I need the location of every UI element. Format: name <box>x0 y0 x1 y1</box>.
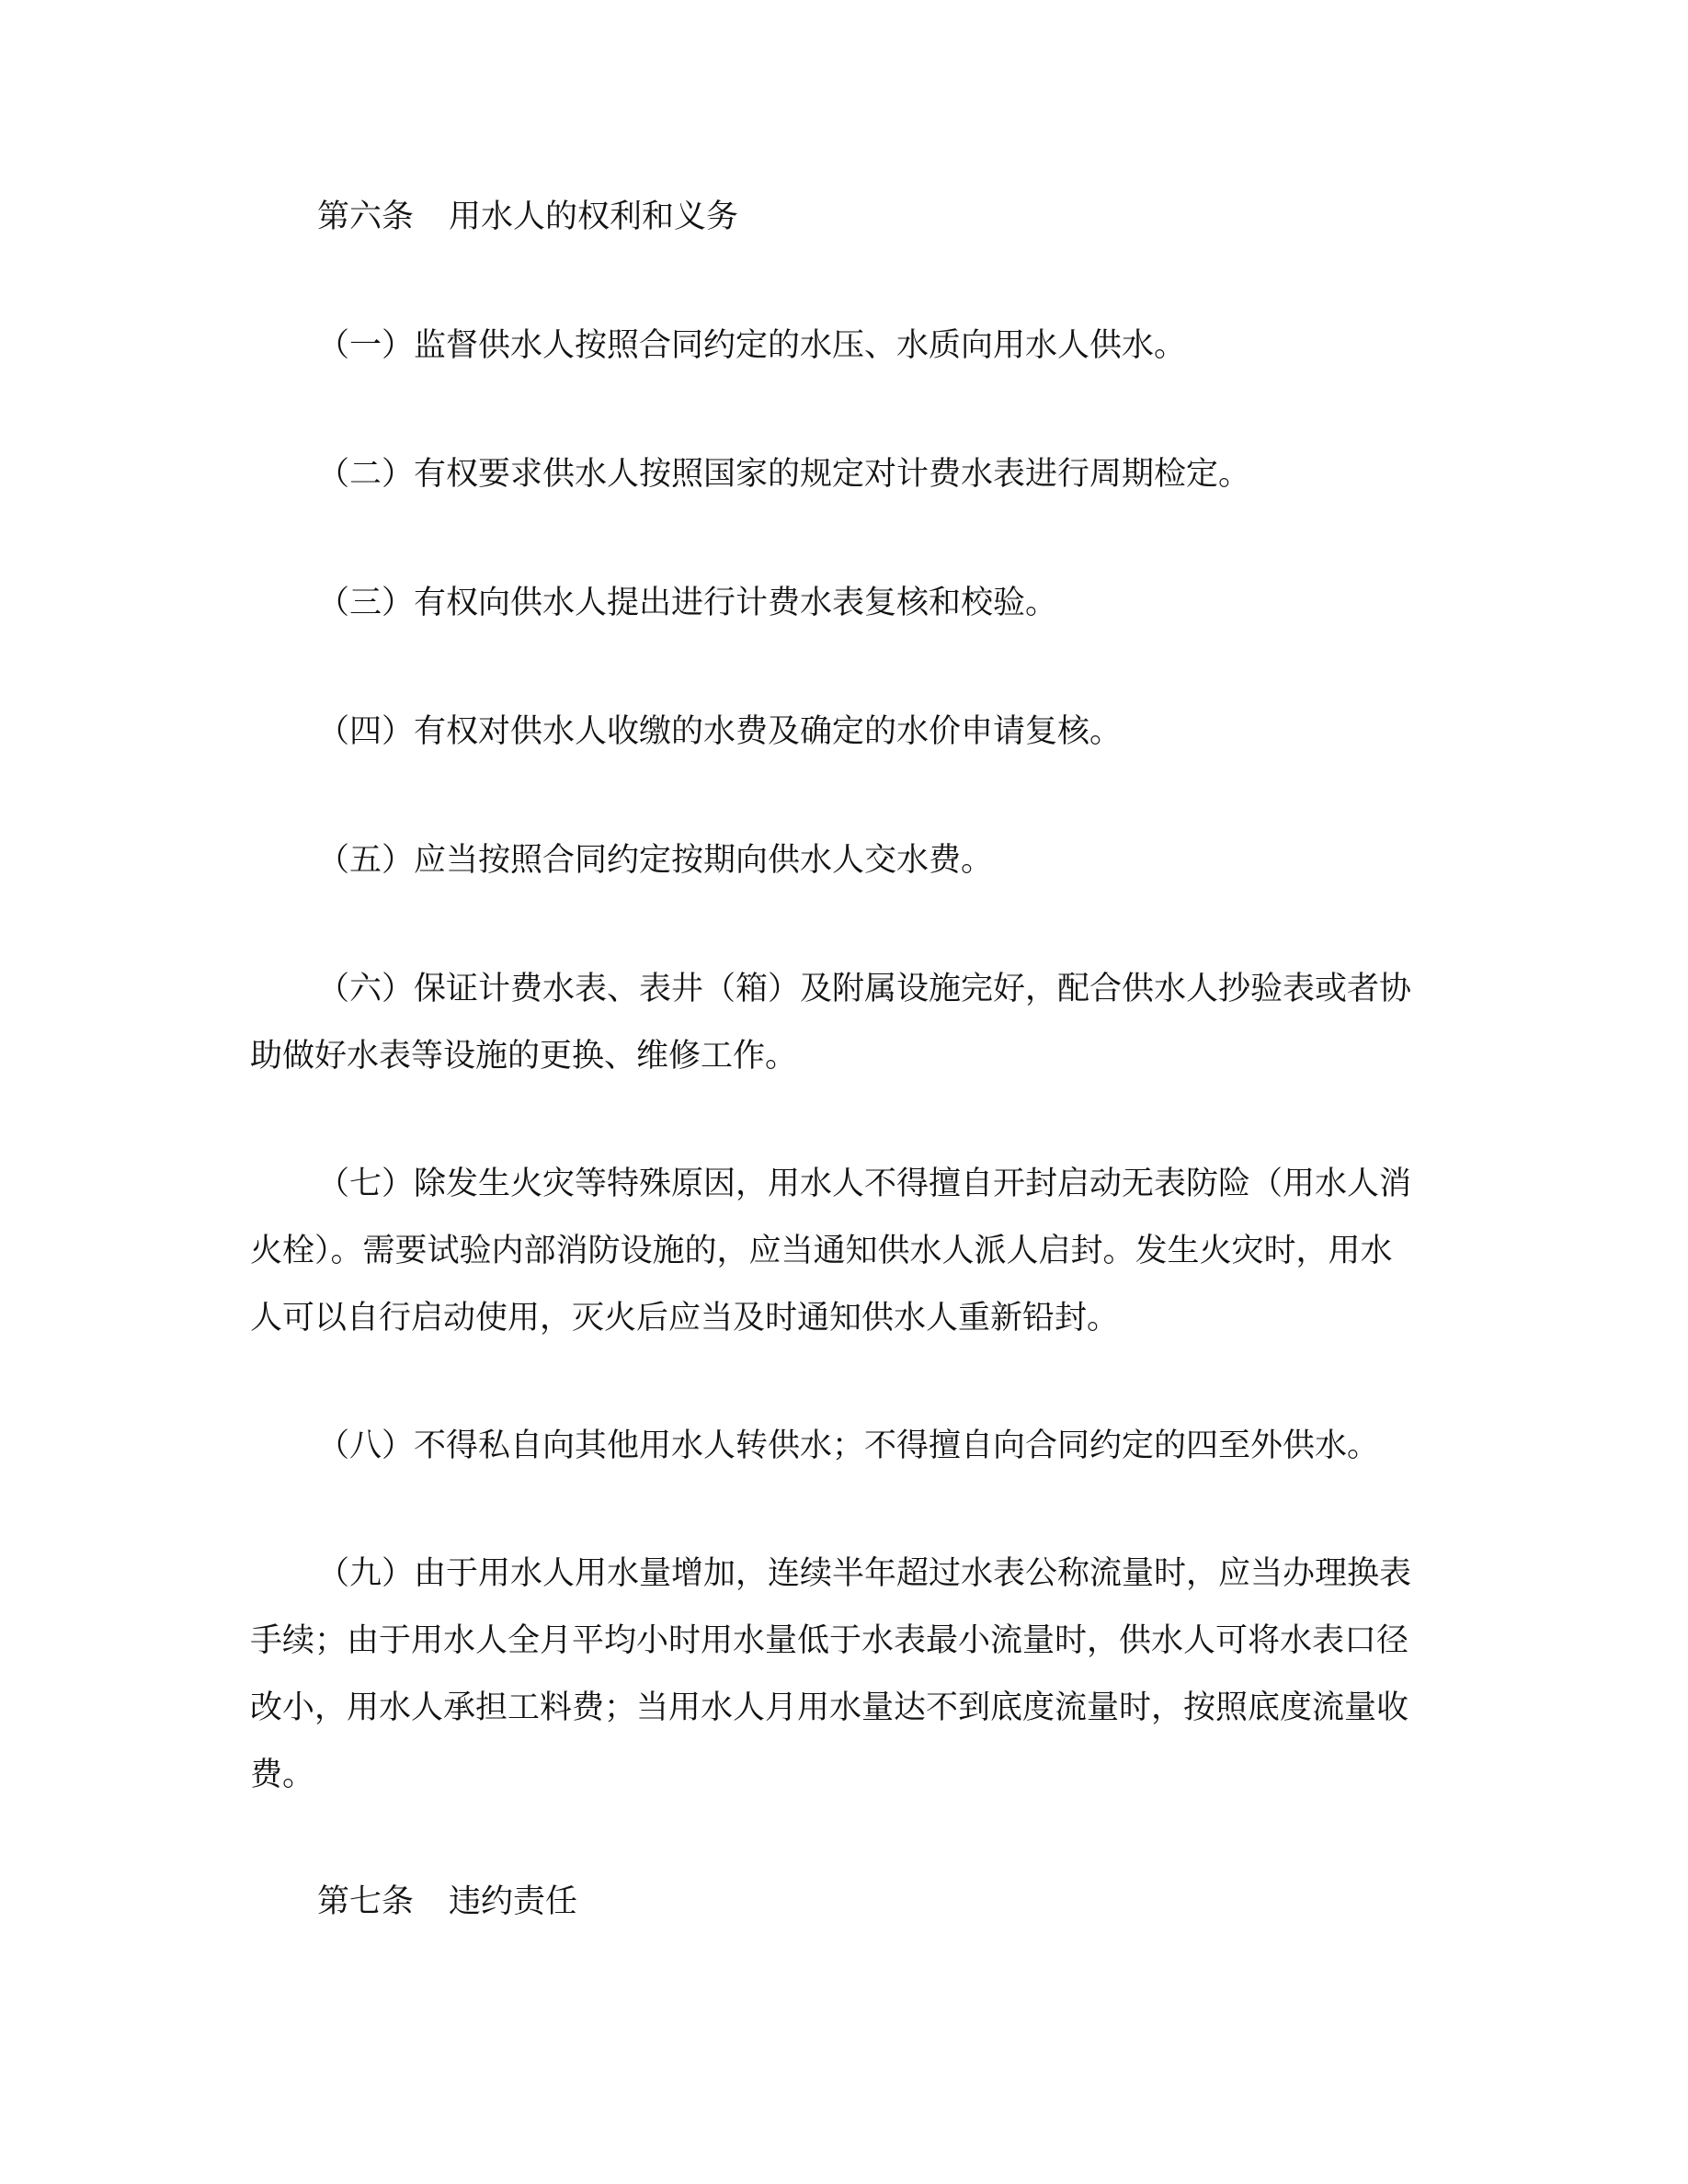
clause-9-line-3: 改小，用水人承担工料费；当用水人月用水量达不到底度流量时，按照底度流量收 <box>250 1689 1409 1726</box>
clause-6-line-1: （六）保证计费水表、表井（箱）及附属设施完好，配合供水人抄验表或者协 <box>317 971 1412 1007</box>
clause-7-line-1: （七）除发生火灾等特殊原因，用水人不得擅自开封启动无表防险（用水人消 <box>317 1166 1412 1202</box>
article-7-number: 第七条 <box>317 1883 415 1920</box>
clause-2: （二）有权要求供水人按照国家的规定对计费水表进行周期检定。 <box>317 456 1251 493</box>
clause-7-line-3: 人可以自行启动使用，灭火后应当及时通知供水人重新铅封。 <box>250 1300 1120 1337</box>
article-6-heading <box>317 184 1512 250</box>
article-7-heading <box>317 1869 1512 1935</box>
clause-8: （八）不得私自向其他用水人转供水；不得擅自向合同约定的四至外供水。 <box>317 1428 1380 1464</box>
clause-3: （三）有权向供水人提出进行计费水表复核和校验。 <box>317 585 1058 621</box>
clause-9-line-2: 手续；由于用水人全月平均小时用水量低于水表最小流量时，供水人可将水表口径 <box>250 1622 1409 1659</box>
clause-9-line-1: （九）由于用水人用水量增加，连续半年超过水表公称流量时，应当办理换表 <box>317 1555 1412 1592</box>
article-6-title: 用水人的权利和义务 <box>449 199 739 235</box>
clause-1: （一）监督供水人按照合同约定的水压、水质向用水人供水。 <box>317 327 1187 364</box>
clause-9-line-4: 费。 <box>250 1757 315 1793</box>
clause-5: （五）应当按照合同约定按期向供水人交水费。 <box>317 842 994 879</box>
clause-7-line-2: 火栓）。需要试验内部消防设施的，应当通知供水人派人启封。发生火灾时，用水 <box>250 1233 1393 1269</box>
clause-4: （四）有权对供水人收缴的水费及确定的水价申请复核。 <box>317 713 1123 750</box>
article-6-number: 第六条 <box>317 199 415 235</box>
clause-6-line-2: 助做好水表等设施的更换、维修工作。 <box>250 1038 798 1075</box>
article-7-title: 违约责任 <box>449 1883 578 1920</box>
